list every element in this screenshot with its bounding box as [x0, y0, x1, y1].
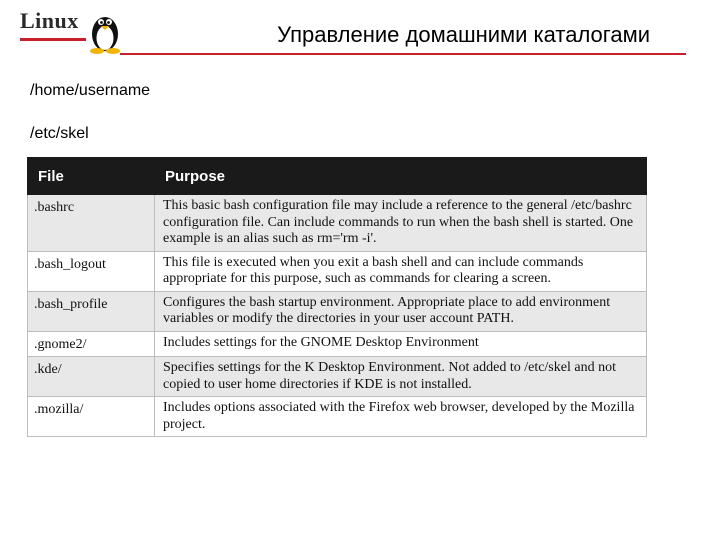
table-row: [28, 195, 647, 252]
purpose-cell: Includes options associated with the Firefox web browser, developed by the Mozilla project.: [155, 397, 647, 437]
tux-penguin-icon: [84, 10, 126, 54]
linux-logo: [20, 8, 112, 52]
file-cell: .mozilla/: [28, 397, 155, 437]
file-cell: .bash_profile: [28, 291, 155, 331]
column-header-purpose: Purpose: [155, 158, 647, 195]
file-cell: .bashrc: [28, 195, 155, 252]
files-table-wrapper: [27, 157, 647, 437]
path-home: /home/username: [30, 82, 151, 99]
file-cell: .gnome2/: [28, 331, 155, 357]
table-row: [28, 251, 647, 291]
table-row: [28, 397, 647, 437]
purpose-cell: Configures the bash startup environment. Appropriate place to add environment variables or modify the directories in your user account PATH.: [155, 291, 647, 331]
table-row: [28, 331, 647, 357]
table-row: [28, 357, 647, 397]
page-title: Управление домашними каталогами: [277, 22, 650, 47]
path-skel: /etc/skel: [30, 125, 89, 142]
purpose-cell: Specifies settings for the K Desktop Environment. Not added to /etc/skel and not copied to user home directories if KDE is not installed.: [155, 357, 647, 397]
title-divider: [120, 53, 686, 55]
logo-text: Linux: [20, 8, 79, 33]
purpose-cell: This file is executed when you exit a bash shell and can include commands appropriate for this purpose, such as commands for clearing a screen.: [155, 251, 647, 291]
table-row: [28, 291, 647, 331]
column-header-file: File: [28, 158, 155, 195]
file-cell: .bash_logout: [28, 251, 155, 291]
file-cell: .kde/: [28, 357, 155, 397]
logo-underline: [20, 38, 86, 41]
purpose-cell: Includes settings for the GNOME Desktop Environment: [155, 331, 647, 357]
purpose-cell: This basic bash configuration file may include a reference to the general /etc/bashrc configuration file. Can include commands to run when the bash shell is started. One example is an alias such as rm='rm -i'.: [155, 195, 647, 252]
files-table: [27, 157, 647, 437]
table-header-row: [28, 158, 647, 195]
